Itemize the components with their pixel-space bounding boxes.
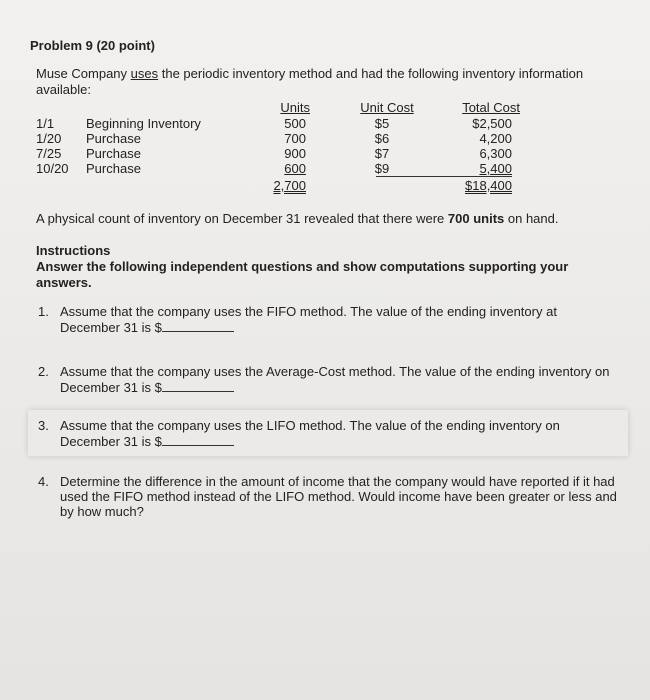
inventory-table	[36, 98, 536, 198]
intro-paragraph	[36, 66, 626, 98]
row-date: 7/25	[36, 146, 62, 161]
header-unit-cost: Unit Cost	[360, 100, 414, 115]
question-4	[38, 474, 618, 519]
row-date: 1/20	[36, 131, 62, 146]
subtotal-rule	[376, 176, 512, 177]
instructions-block	[36, 243, 606, 291]
row-units: 700	[284, 131, 306, 146]
row-description: Purchase	[86, 161, 141, 176]
intro-uses-word: uses	[130, 66, 159, 81]
row-total-cost: 6,300	[479, 146, 512, 161]
question-text: Assume that the company uses the Average-Cost method. The value of the ending inventory on December 31 is $	[60, 364, 610, 395]
row-description: Purchase	[86, 131, 141, 146]
question-number: 4.	[38, 474, 49, 489]
question-text: Determine the difference in the amount of income that the company would have reported if it had used the FIFO method instead of the LIFO method. Would income have been greater or less and by how much?	[60, 474, 617, 519]
row-total-cost: 5,400	[479, 161, 512, 176]
question-text: Assume that the company uses the FIFO method. The value of the ending inventory at December 31 is $	[60, 304, 557, 335]
answer-blank[interactable]	[162, 433, 234, 446]
question-text: Assume that the company uses the LIFO method. The value of the ending inventory on December 31 is $	[60, 418, 560, 449]
row-units: 900	[284, 146, 306, 161]
total-units: 2,700	[273, 178, 306, 193]
header-total-cost: Total Cost	[462, 100, 520, 115]
row-date: 1/1	[36, 116, 55, 131]
physical-count-start: A physical count of inventory on December 31 revealed that there were	[36, 211, 448, 226]
total-cost: $18,400	[465, 178, 512, 193]
question-1	[38, 304, 618, 335]
row-unit-cost: $5	[374, 116, 390, 131]
row-unit-cost: $6	[374, 131, 390, 146]
header-units: Units	[280, 100, 310, 115]
question-number: 3.	[38, 418, 49, 433]
question-3	[38, 418, 618, 449]
question-2	[38, 364, 618, 395]
instructions-heading: Instructions	[36, 243, 111, 258]
row-date: 10/20	[36, 161, 69, 176]
intro-text-end: the periodic inventory method and had the following inventory information available:	[36, 66, 584, 97]
physical-count-text	[36, 211, 558, 226]
row-description: Purchase	[86, 146, 141, 161]
row-units: 500	[284, 116, 306, 131]
problem-title: Problem 9 (20 point)	[30, 38, 155, 53]
instructions-text: Answer the following independent questions and show computations supporting your answers.	[36, 259, 569, 290]
question-number: 2.	[38, 364, 49, 379]
question-number: 1.	[38, 304, 49, 319]
row-total-cost: 4,200	[479, 131, 512, 146]
answer-blank[interactable]	[162, 319, 234, 332]
physical-count-end: on hand.	[504, 211, 559, 226]
answer-blank[interactable]	[162, 379, 234, 392]
row-units: 600	[284, 161, 306, 176]
intro-text-start: Muse Company	[36, 66, 131, 81]
row-unit-cost: $9	[374, 161, 390, 176]
row-description: Beginning Inventory	[86, 116, 201, 131]
physical-count-units: 700 units	[447, 211, 505, 226]
row-unit-cost: $7	[374, 146, 390, 161]
row-total-cost: $2,500	[472, 116, 512, 131]
